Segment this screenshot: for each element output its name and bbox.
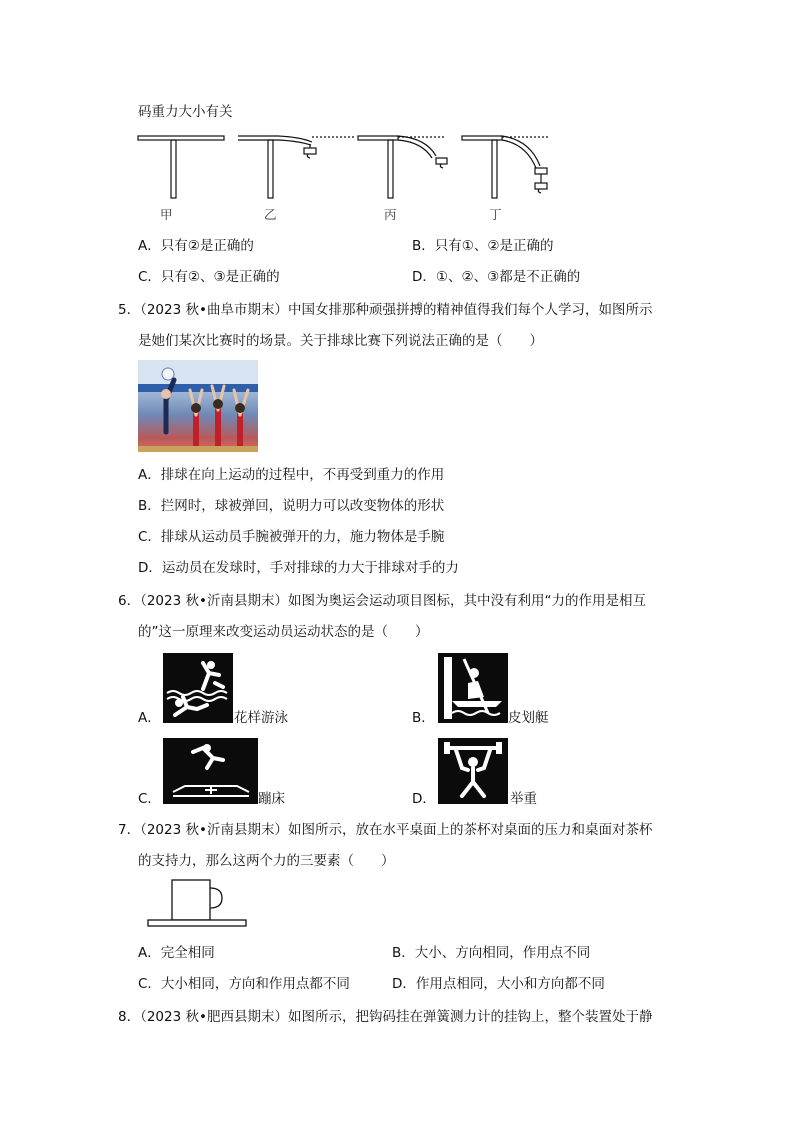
q6-stem-line1: 6．（2023 秋•沂南县期末）如图为奥运会运动项目图标，其中没有利用“力的作用是相互 [118, 593, 646, 609]
q6-option-a-caption: 花样游泳 [234, 710, 288, 726]
q6-option-c-caption: 蹦床 [258, 791, 285, 807]
q5-option-a[interactable]: A．排球在向上运动的过程中，不再受到重力的作用 [138, 467, 445, 483]
q4-option-b[interactable]: B．只有①、②是正确的 [412, 238, 554, 254]
q7-stem-line2: 的支持力，那么这两个力的三要素（ ） [138, 853, 395, 869]
q4-option-d[interactable]: D．①、②、③都是不正确的 [412, 269, 581, 285]
volleyball-photo [138, 360, 258, 452]
q5-stem-line2: 是她们某次比赛时的场景。关于排球比赛下列说法正确的是（ ） [138, 333, 543, 349]
figure-jia [138, 136, 224, 198]
figure-bing [358, 136, 447, 198]
synchronized-swimming-icon[interactable] [163, 653, 233, 723]
q5-option-b[interactable]: B．拦网时，球被弹回，说明力可以改变物体的形状 [138, 498, 445, 514]
q6-option-b-caption: 皮划艇 [508, 710, 549, 726]
q6-option-d-caption: 举重 [510, 791, 537, 807]
q6-option-d-letter[interactable]: D． [412, 791, 436, 807]
figure-yi [238, 136, 356, 198]
canoe-icon[interactable] [438, 653, 508, 723]
figure-label-yi: 乙 [264, 207, 277, 222]
q5-option-c[interactable]: C．排球从运动员手腕被弹开的力，施力物体是手腕 [138, 529, 445, 545]
figure-ding [462, 136, 550, 198]
figure-label-bing: 丙 [384, 207, 397, 222]
q5-stem-line1: 5．（2023 秋•曲阜市期末）中国女排那种顽强拼搏的精神值得我们每个人学习，如图所示 [118, 302, 653, 318]
q7-option-a[interactable]: A．完全相同 [138, 945, 215, 961]
q6-option-c-letter[interactable]: C． [138, 791, 161, 807]
q4-option-a[interactable]: A．只有②是正确的 [138, 238, 254, 254]
q4-option-c[interactable]: C．只有②、③是正确的 [138, 269, 280, 285]
weightlifting-icon[interactable] [438, 738, 508, 804]
q7-stem-line1: 7．（2023 秋•沂南县期末）如图所示，放在水平桌面上的茶杯对桌面的压力和桌面对茶杯 [118, 822, 653, 838]
q6-option-b-letter[interactable]: B． [412, 710, 435, 726]
q6-option-a-letter[interactable]: A． [138, 710, 161, 726]
figure-label-ding: 丁 [489, 207, 502, 222]
q7-option-d[interactable]: D．作用点相同，大小和方向都不同 [392, 976, 605, 992]
q4-caption-tail: 码重力大小有关 [138, 104, 233, 120]
trampoline-icon[interactable] [163, 738, 258, 804]
q8-stem-line1: 8．（2023 秋•肥西县期末）如图所示，把钩码挂在弹簧测力计的挂钩上，整个装置处于静 [118, 1009, 653, 1025]
ruler-bending-figure [130, 128, 570, 228]
q5-option-d[interactable]: D．运动员在发球时，手对排球的力大于排球对手的力 [138, 560, 459, 576]
q7-option-c[interactable]: C．大小相同，方向和作用点都不同 [138, 976, 350, 992]
figure-label-jia: 甲 [160, 207, 173, 222]
teacup-on-table-figure [146, 874, 256, 930]
q6-stem-line2: 的”这一原理来改变运动员运动状态的是（ ） [138, 624, 429, 640]
q7-option-b[interactable]: B．大小、方向相同，作用点不同 [392, 945, 591, 961]
